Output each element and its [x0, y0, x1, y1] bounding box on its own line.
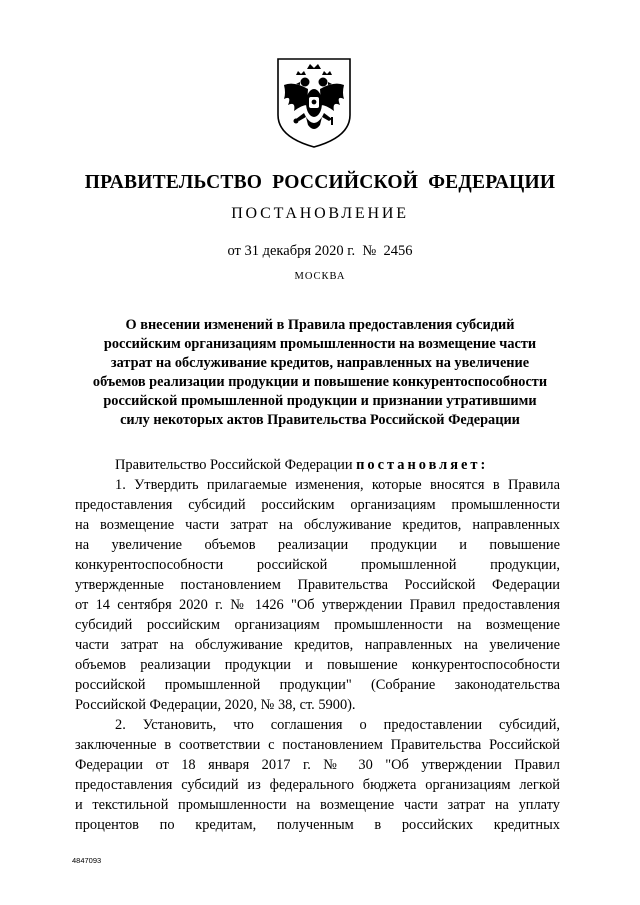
body-line: от 14 сентября 2020 г. № 1426 "Об утверждении Правил предоставления: [75, 597, 560, 613]
body-line: Российской Федерации, 2020, № 38, ст. 5900).: [75, 697, 356, 713]
document-city: МОСКВА: [294, 271, 346, 282]
body-line: конкурентоспособности российской промышленной продукции,: [75, 557, 560, 573]
preamble: [115, 456, 560, 474]
body-line: субсидий российским организациям промышленности на возмещение: [75, 617, 560, 633]
document-type: ПОСТАНОВЛЕНИЕ: [231, 205, 409, 222]
body-line: на возмещение части затрат на обслуживание кредитов, направленных: [75, 517, 560, 533]
body-line: заключенные в соответствии с постановлением Правительства Российской: [75, 737, 560, 753]
coat-of-arms-emblem: [274, 55, 354, 150]
body-line: российской промышленной продукции" (Собрание законодательства: [75, 677, 560, 693]
body-line: процентов по кредитам, полученным в российских кредитных: [75, 817, 560, 833]
body-line: объемов реализации продукции и повышение конкурентоспособности: [75, 657, 560, 673]
body-line: 1. Утвердить прилагаемые изменения, которые вносятся в Правила: [115, 477, 560, 493]
body-line: утвержденные постановлением Правительства Российской Федерации: [75, 577, 560, 593]
subject-line: О внесении изменений в Правила предоставления субсидий: [125, 317, 515, 333]
preamble-text: Правительство Российской Федерации: [115, 457, 357, 473]
body-line: на увеличение объемов реализации продукции и повышение: [75, 537, 560, 553]
government-title: ПРАВИТЕЛЬСТВО РОССИЙСКОЙ ФЕДЕРАЦИИ: [84, 172, 556, 193]
subject-line: российским организациям промышленности на возмещение части: [103, 336, 537, 352]
subject-line: затрат на обслуживание кредитов, направленных на увеличение: [110, 355, 530, 371]
subject-line: силу некоторых актов Правительства Российской Федерации: [120, 412, 520, 428]
body-line: предоставления субсидий из федерального бюджета организациям легкой: [75, 777, 560, 793]
body-line: и текстильной промышленности на возмещение части затрат на уплату: [75, 797, 560, 813]
document-date-number: от 31 декабря 2020 г. № 2456: [227, 243, 413, 259]
body-line: предоставления субсидий российским организациям промышленности: [75, 497, 560, 513]
body-line: 2. Установить, что соглашения о предоставлении субсидий,: [115, 717, 560, 733]
subject-line: российской промышленной продукции и признании утратившими: [103, 393, 537, 409]
document-subject: [60, 316, 580, 430]
subject-line: объемов реализации продукции и повышение конкурентоспособности: [92, 374, 548, 390]
body-line: части затрат на обслуживание кредитов, направленных на увеличение: [75, 637, 560, 653]
decree-word: постановляет:: [356, 457, 489, 473]
document-code: 4847093: [72, 856, 102, 865]
body-line: Федерации от 18 января 2017 г. № 30 "Об утверждении Правил: [75, 757, 560, 773]
